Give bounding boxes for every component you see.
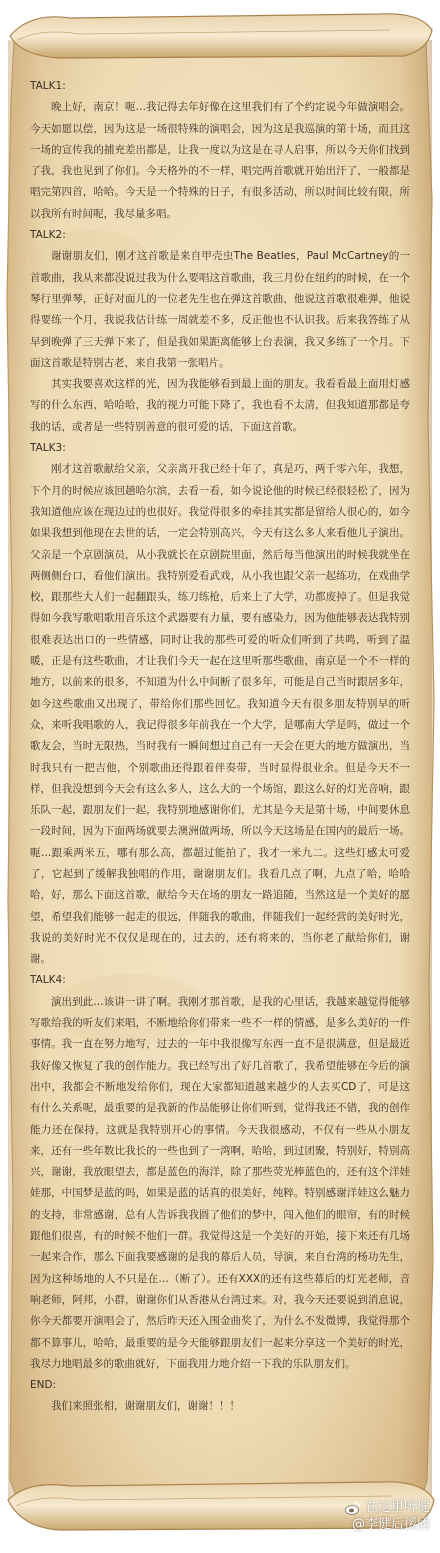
weibo-logo-icon xyxy=(345,1500,361,1516)
talk1-section xyxy=(30,76,410,225)
talk3-section xyxy=(30,438,410,970)
talk2-section xyxy=(30,225,410,438)
speech-transcript xyxy=(30,76,410,1418)
section-label: END: xyxy=(30,1379,57,1392)
paragraph: 演出到此…该讲一讲了啊。我刚才那首歌，是我的心里话，我越来越觉得能够写歌给我的听友们来唱，不断地给你们带来一些不一样的情感，是多么美好的一件事情。我一直在努力地写，过去的一年中我很像写东西一直不是很满意，但是最近我好像又恢复了我的创作能力。我已经写出了好几首歌了，我希望能够在今后的演出中，我都会不断地发给你们，现在大家都知道越来越少的人去买CD了，可是这有什么关系呢，最重要的是我新的作品能够让你们听到，觉得我还不错，我的创作能力还在保持，这就是我特别开心的事情。今天我很感动，不仅有一些从小朋友来，还有一些年数比我长的一些也到了一湾啊，哈哈，到过团聚，特别好，特别高兴，谢谢，我放眼望去，都是蓝色的海洋，除了那些荧光棒蓝色的，还有这个洋娃娃那，中国梦是蓝的吗，如果是蓝的话真的很美好，纯粹。特别感谢洋娃这么魅力的支持，非常感谢，总有人告诉我我圆了他们的梦中，闯入他们的眼帘，有的时候跟他们很喜，有的时候不他们一群。我觉得这是一个美好的开始，接下来还有几场一起来合作，那么下面我要感谢的是我的幕后人员，导演，来自台湾的杨功先生，因为这种场地的人不只是在…（断了）。还有XXX的还有这些幕后的灯光老师，音响老师，阿邦，小群，谢谢你们从香港从台湾过来。对，我今天还要说到消息说，你今天都要开演唱会了，然后昨天还入围金曲奖了，为什么不发微博，我觉得那个都不算事儿，哈哈，最重要的是今天能够跟朋友们一起来分享这一个美好的时光，我尽力地唱最多的歌曲就好，下面我用力地介绍一下我的乐队朋友们。 xyxy=(30,995,410,1370)
section-label: TALK1: xyxy=(30,80,66,92)
talk4-section xyxy=(30,970,410,1375)
watermark-line xyxy=(345,1516,430,1533)
watermark-handle: @李健后援团 xyxy=(351,1517,430,1532)
section-label: TALK2: xyxy=(30,229,66,242)
paragraph: 谢谢朋友们，刚才这首歌是来自甲壳虫The Beatles，Paul McCartney的一首歌曲，我从来都没说过我为什么要唱这首歌曲，我三月份在纽约的时候，在一个琴行里弹琴，正好对面儿的一位老先生也在弹这首歌曲，他说这首歌很难弹，他说得要练一个月，我说我估计练一周就差不多，反正他也不认识我。后来我答练了从早到晚弹了三天弹下来了，但是我如果距离能够上台表演，我又多练了一个月。下面这首歌是特别古老，来自我第一张唱片。 xyxy=(30,250,410,369)
weibo-watermark xyxy=(345,1499,430,1533)
paragraph: 我们来照张相，谢谢朋友们，谢谢！！！ xyxy=(51,1400,240,1413)
paragraph: 晚上好，南京！呃…我记得去年好像在这里我们有了个约定说今年做演唱会。今天如愿以偿，因为这是一场很特殊的演唱会，因为这是我巡演的第十场，而且这一场的宣传我的捕充差出都是，让我一度以为这是在寻人启事，所以今天你们找到了我，我也见到了你们。今天格外的不一样，唱完两首歌就开始出汗了，一般都是唱完第四首，哈哈。今天是一个特殊的日子，有很多活动，所以时间比较有限，所以我所有时间呢，我尽量多唱。 xyxy=(30,101,410,220)
watermark-account-name: 在这里听健 xyxy=(364,1500,430,1515)
end-section xyxy=(30,1375,410,1418)
paragraph: 其实我要喜欢这样的光，因为我能够看到最上面的朋友。我看看最上面用灯感写的什么东西，哈哈哈，我的视力可能下降了，我也看不太清，但我知道那都是夸我的话，或者是一些特别善意的很可爱的话，下面这首歌。 xyxy=(30,378,410,433)
section-label: TALK4: xyxy=(30,974,66,987)
watermark-line xyxy=(345,1499,430,1516)
paragraph: 刚才这首歌献给父亲，父亲离开我已经十年了，真是巧，两千零六年，我想，下个月的时候应该回趟哈尔滨，去看一看，如今说论他的时候已经很轻松了，因为我知道他应该在现边过的也很好。我觉得很多的牵挂其实都是留给人很心的，如今如果我想到他现在去世的话，一定会特别高兴，今天有这么多人来看他儿子演出。父亲是一个京剧演员，从小我就长在京剧院里面，然后每当他演出的时候我就坐在两侧侧台口，看他们演出。我特别爱看武戏，从小我也跟父亲一起练功，在戏曲学校，跟那些大人们一起翻跟头，练刀练枪，后来上了大学，功都废掉了。但是我觉得如今我写歌唱歌用音乐这个武器要有力量，要有感染力，因为他能够表达我特别很难表达出口的一些情感，同时让我的那些可爱的听众们听到了共鸣，听到了温暖，正是有这些歌曲，才让我们今天一起在这里听那些歌曲，南京是一个不一样的地方，以前来的很多，不知道为什么中间断了很多年，可能是自己当时跟居多年，如今这些歌曲又出现了，带给你们那些回忆。我知道今天有很多朋友特别早的听众，来听我唱歌的人，我记得很多年前我在一个大学，是哪南大学是吗，做过一个歌友会，当时无限热，当时我有一瞬间想过自己有一天会在更大的地方做演出，当时我只有一把吉他，个别歌曲还得跟着伴奏带，当时显得很业余。但是今天不一样，但我没想到今天会有这么多人，这么大的一个场馆，跟这么好的灯光音响，跟乐队一起，跟朋友们一起，我特别地感谢你们，尤其是今天是第十场，中间要休息一段时间，因为下面两场就要去澳洲做两场，所以今天这场是在国内的最后一场。呃…跟乘两米五，哪有那么高，都超过能拍了，我才一米九二。这些灯感太可爱了，它起到了缓解我独唱的作用，谢谢朋友们。我看几点了啊，九点了哈，哈哈哈，好，那么下面这首歌，献给今天在场的朋友一路追随，当然这是一个美好的愿望，希望我们能够一起走的很远，伴随我的歌曲，伴随我们一起经营的美好时光，我说的美好时光不仅仅是现在的，过去的，还有将来的，当你老了献给你们，谢谢。 xyxy=(30,463,410,966)
section-label: TALK3: xyxy=(30,442,66,455)
